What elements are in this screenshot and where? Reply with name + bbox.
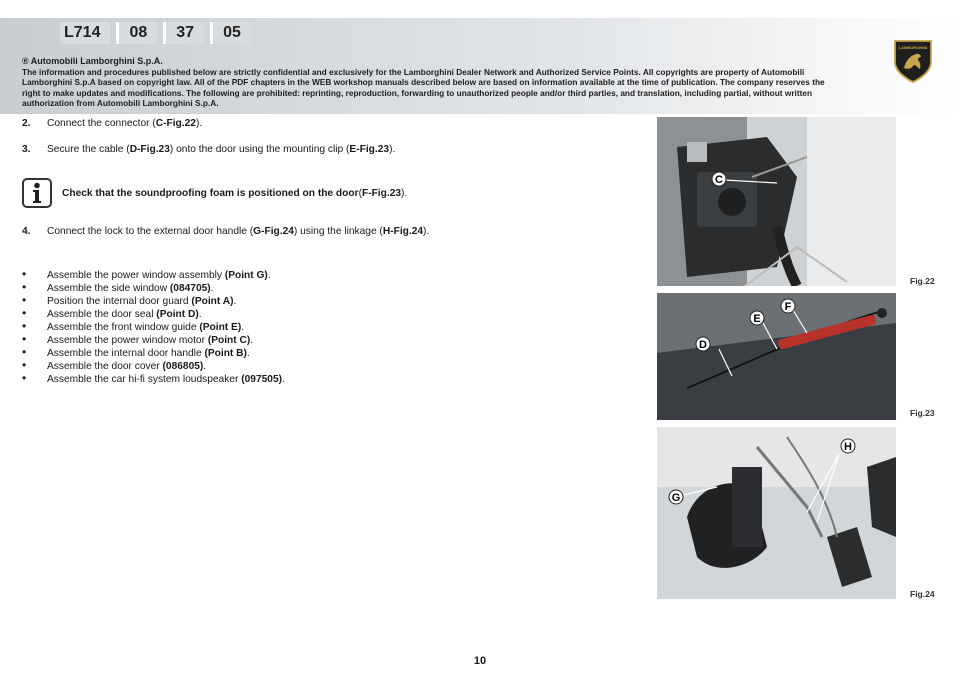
item-end: . [203, 361, 207, 372]
item-ref: (086805) [162, 361, 204, 372]
list-item [22, 307, 285, 320]
bullet-icon: • [22, 319, 27, 333]
step-text: ) using the linkage ( [293, 226, 383, 237]
item-end: . [210, 283, 214, 294]
figure-ref: E-Fig.23 [349, 144, 390, 155]
copyright-notice [22, 56, 832, 109]
bullet-icon: • [22, 293, 27, 307]
callout-h: H [844, 441, 852, 453]
item-text: Assemble the internal door handle [47, 348, 205, 359]
bullet-icon: • [22, 306, 27, 320]
assembly-list [22, 268, 285, 385]
item-end: . [267, 270, 271, 281]
note-text: ). [401, 187, 408, 199]
list-item [22, 333, 285, 346]
step-text: ). [195, 118, 203, 129]
item-ref: (Point D) [156, 309, 199, 320]
figure-ref: D-Fig.23 [129, 144, 170, 155]
item-end: . [233, 296, 237, 307]
item-end: . [250, 335, 254, 346]
list-item [22, 281, 285, 294]
callout-e: E [753, 313, 761, 325]
item-text: Assemble the door seal [47, 309, 157, 320]
info-note [22, 176, 407, 210]
figure-24-photo [657, 427, 896, 599]
item-text: Assemble the car hi-fi system loudspeaker [47, 374, 242, 385]
step-number: 4. [22, 226, 31, 237]
bullet-icon: • [22, 280, 27, 294]
item-end: . [198, 309, 202, 320]
list-item [22, 372, 285, 385]
item-ref: (084705) [169, 283, 211, 294]
item-end: . [241, 322, 245, 333]
step-3 [22, 144, 395, 155]
item-text: Assemble the power window assembly [47, 270, 225, 281]
bullet-icon: • [22, 371, 27, 385]
figure-24-label: Fig.24 [910, 589, 935, 599]
item-ref: (Point B) [204, 348, 247, 359]
step-text: ). [423, 226, 430, 237]
bullet-icon: • [22, 345, 27, 359]
item-text: Assemble the door cover [47, 361, 163, 372]
bullet-icon: • [22, 358, 27, 372]
bullet-icon: • [22, 267, 27, 281]
confidentiality-text: The information and procedures published below are strictly confidential and exclusively for the Lamborghini Dealer Network and Authorized Service Points. All copyrights are property of Automobili Lamborghini S.p.A based on copyright law. All of the PDF chapters in the WEB workshop manuals described below are based on information available at the time of publication. The company reserves the right to make updates and modifications. The following are prohibited: reprinting, reproduction, forwarding to unauthorized people and/or third parties, and translation, including partial, without written authorization from Automobili Lamborghini S.p.A. [22, 66, 825, 109]
step-text: Secure the cable ( [47, 144, 130, 155]
page-number: 10 [473, 655, 487, 667]
model-code: L714 [60, 22, 110, 44]
list-item [22, 320, 285, 333]
figure-ref: F-Fig.23 [361, 187, 402, 199]
step-text: ). [389, 144, 396, 155]
group-code: 08 [116, 22, 157, 44]
lamborghini-logo [892, 38, 934, 84]
step-4 [22, 226, 429, 237]
figure-ref: C-Fig.22 [155, 118, 196, 129]
callout-c: C [715, 174, 723, 186]
item-ref: (Point C) [207, 335, 251, 346]
document-code [60, 22, 251, 44]
figure-ref: H-Fig.24 [382, 226, 424, 237]
figure-ref: G-Fig.24 [253, 226, 294, 237]
item-ref: (Point A) [191, 296, 234, 307]
note-text: Check that the soundproofing foam is positioned on the door [62, 187, 359, 199]
step-text: Connect the connector ( [47, 118, 156, 129]
item-end: . [282, 374, 285, 385]
figure-22-photo [657, 117, 896, 286]
item-text: Assemble the front window guide [47, 322, 200, 333]
subgroup-code: 37 [163, 22, 204, 44]
list-item [22, 346, 285, 359]
step-2 [22, 118, 202, 129]
item-ref: (097505) [241, 374, 282, 385]
item-text: Assemble the side window [47, 283, 170, 294]
logo-text: LAMBORGHINI [898, 45, 928, 50]
step-number: 3. [22, 144, 31, 155]
figure-23-label: Fig.23 [910, 408, 935, 418]
item-ref: (Point E) [199, 322, 242, 333]
figure-23-photo [657, 293, 896, 420]
figure-22-label: Fig.22 [910, 276, 935, 286]
info-icon [22, 178, 52, 208]
step-number: 2. [22, 118, 31, 129]
list-item [22, 294, 285, 307]
item-text: Assemble the power window motor [47, 335, 208, 346]
item-ref: (Point G) [224, 270, 268, 281]
section-code: 05 [210, 22, 251, 44]
note-text: ( [358, 187, 362, 199]
item-text: Position the internal door guard [47, 296, 192, 307]
list-item [22, 268, 285, 281]
step-text: ) onto the door using the mounting clip ( [169, 144, 350, 155]
callout-g: G [671, 492, 681, 504]
company-name: ® Automobili Lamborghini S.p.A. [22, 56, 163, 66]
callout-d: D [699, 339, 707, 351]
step-text: Connect the lock to the external door handle ( [47, 226, 254, 237]
callout-f: F [784, 301, 792, 313]
list-item [22, 359, 285, 372]
item-end: . [246, 348, 250, 359]
bullet-icon: • [22, 332, 27, 346]
